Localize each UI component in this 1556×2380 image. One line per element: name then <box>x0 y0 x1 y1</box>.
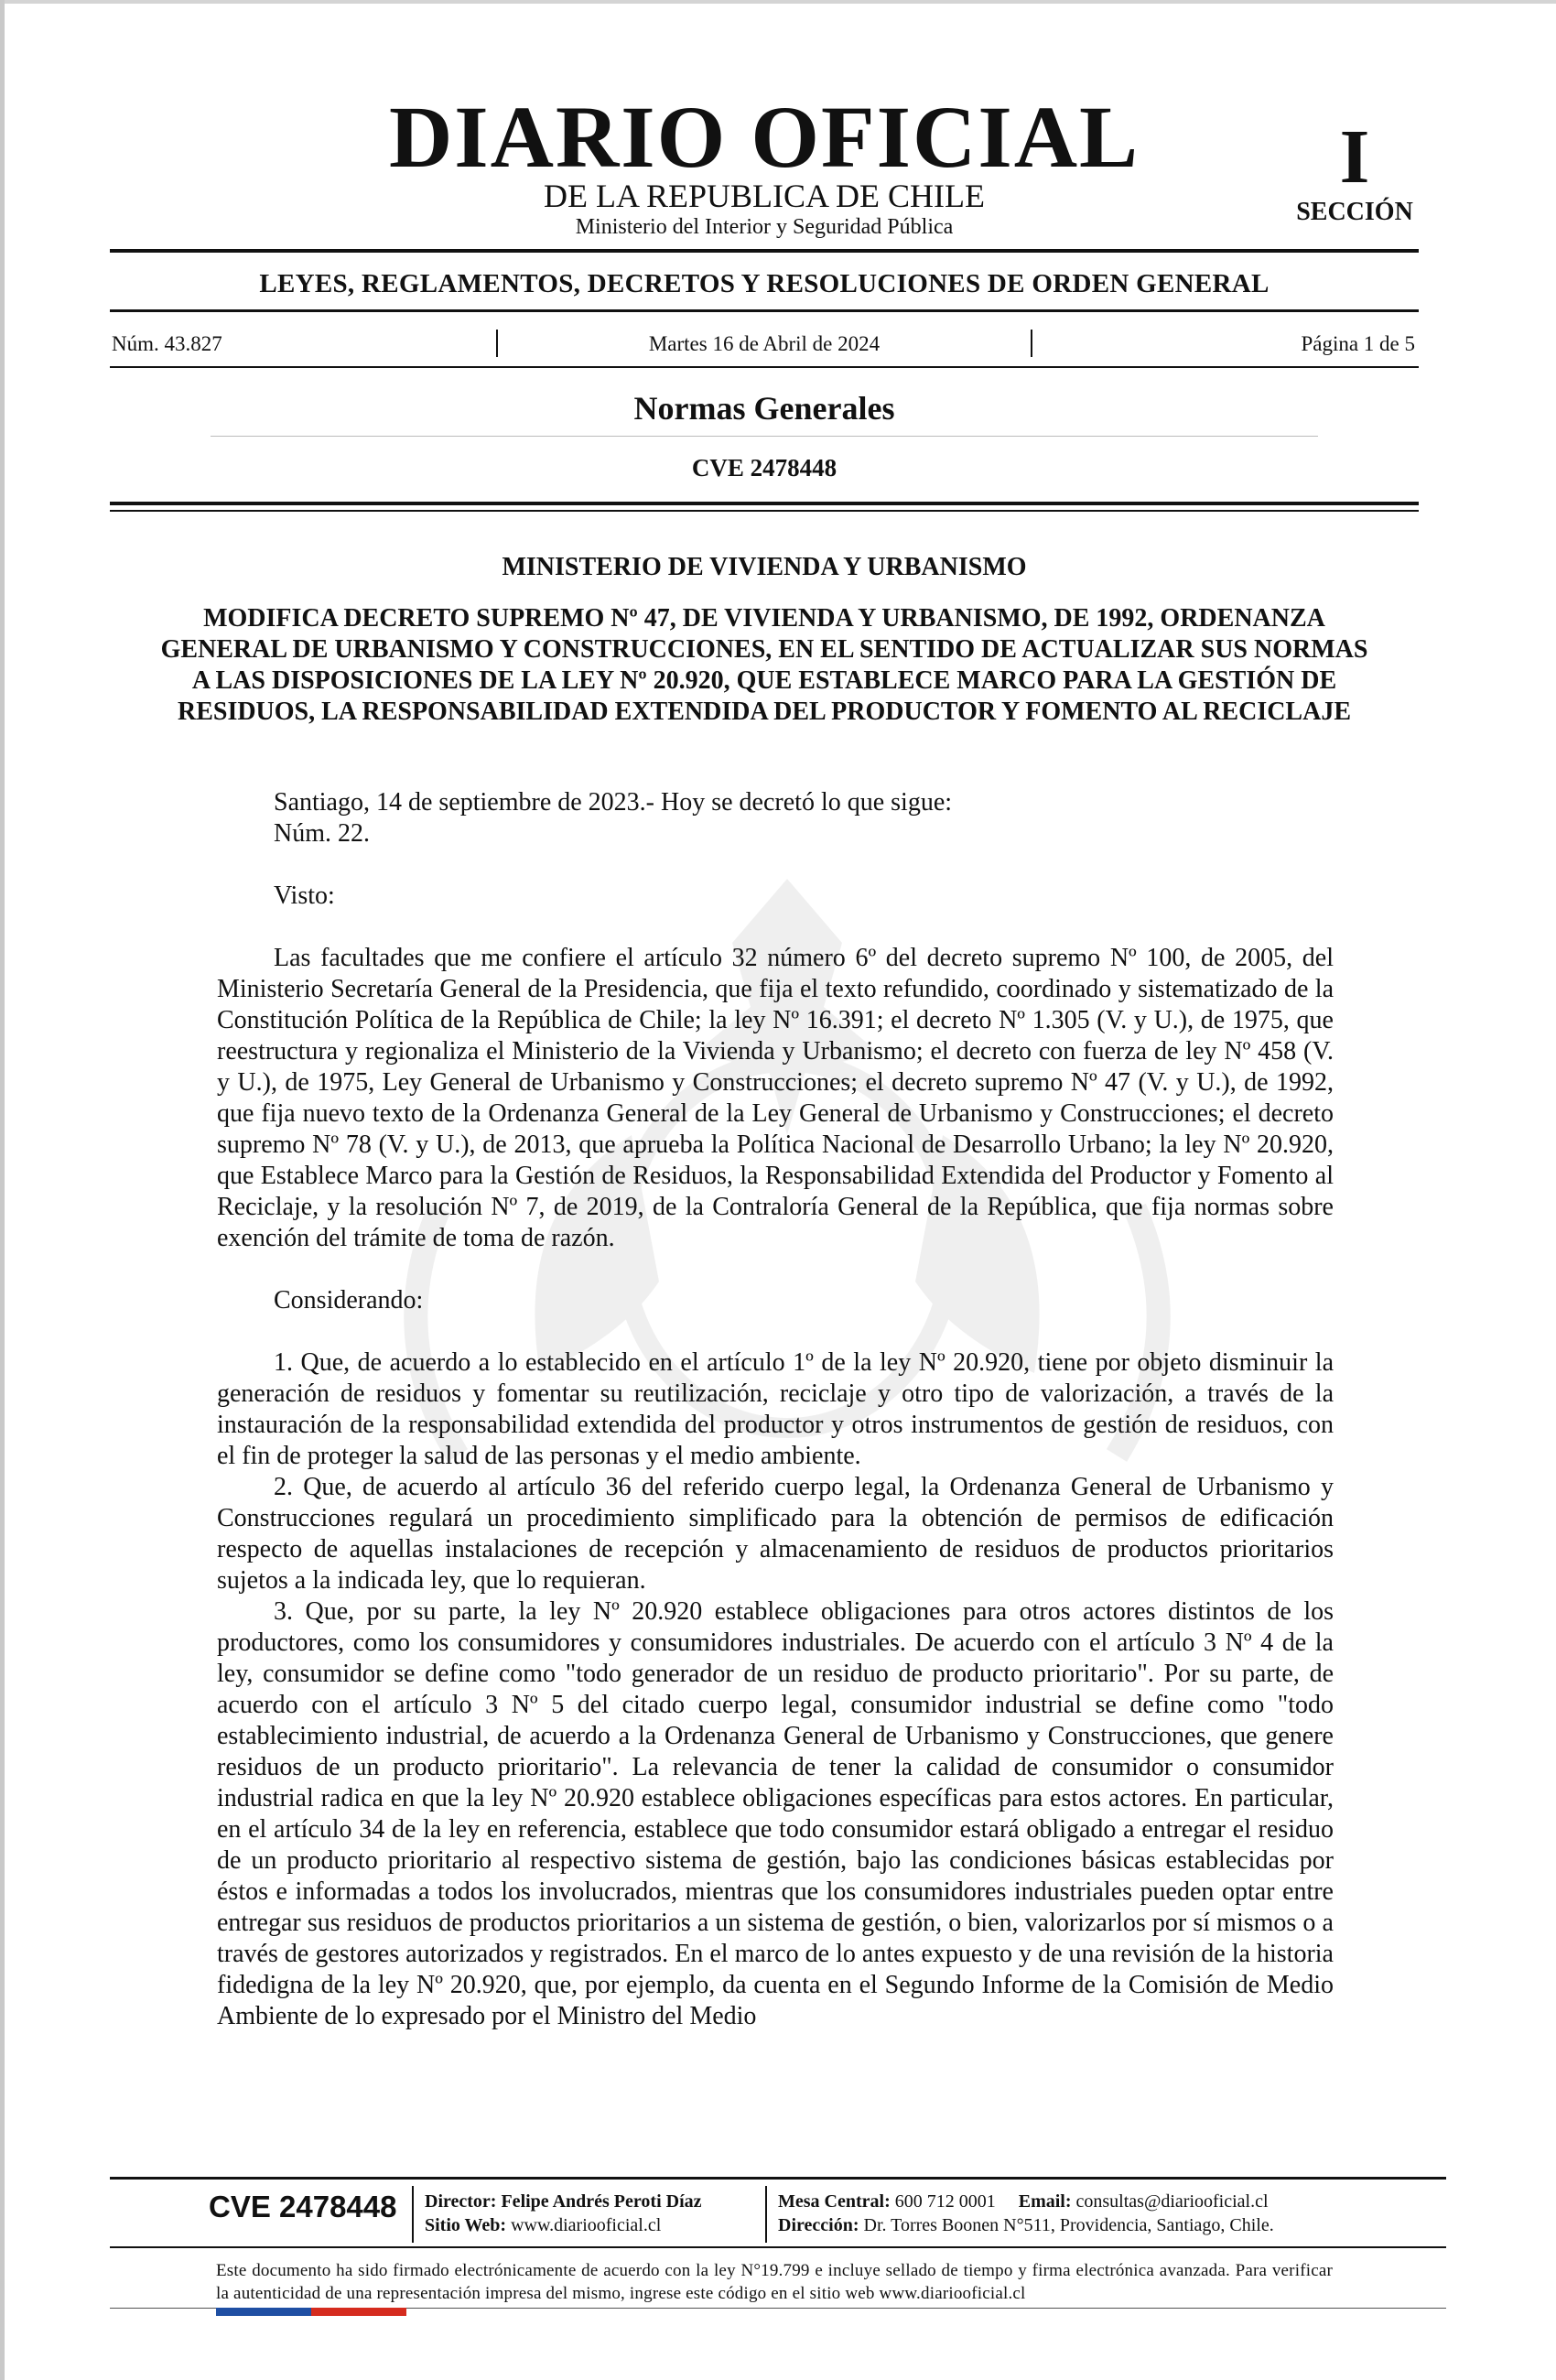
footer-cve-code: CVE 2478448 <box>209 2190 397 2223</box>
visto-heading: Visto: <box>274 882 335 910</box>
masthead-rule-thick <box>110 249 1419 253</box>
header-rule-thick <box>110 502 1419 505</box>
footer-divider <box>765 2186 767 2243</box>
page-edge-left <box>0 0 5 2380</box>
email-link[interactable]: consultas@diariooficial.cl <box>1075 2191 1269 2212</box>
considerando-paragraph: 3. Que, por su parte, la ley Nº 20.920 establece obligaciones para otros actores distintos de los productores, como los consumidores y consumidores industriales. De acuerdo con el artículo 3 Nº 4 de la ley, consumidor se define como "todo generador de un residuo de producto prioritario". Por su parte, de acuerdo con el artículo 3 Nº 5 del citado cuerpo legal, consumidor industrial se define como "todo establecimiento industrial, de acuerdo a la Ordenanza General de Urbanismo y Construcciones, que genere residuos de un producto prioritario". La relevancia de tener la calidad de consumidor o consumidor industrial radica en que la ley Nº 20.920 establece obligaciones específicas para estos actores. En particular, en el artículo 34 de la ley en referencia, establece que todo consumidor estará obligado a entregar el residuo de un producto prioritario al respectivo sistema de gestión, bajo las condiciones básicas establecidas por éstos e informadas a todos los involucrados, mientras que los consumidores industriales pueden optar entre entregar sus residuos de productos prioritarios a un sistema de gestión, o bien, valorizarlos por sí mismos o a través de gestores autorizados y registrados. En el marco de lo antes expuesto y de una revisión de la historia fidedigna de la ley Nº 20.920, que, por ejemplo, da cuenta en el Segundo Informe de la Comisión de Medio Ambiente de lo expresado por el Ministro del Medio <box>217 1597 1334 2030</box>
page-edge-top <box>0 0 1556 4</box>
header-rule-thin <box>110 510 1419 512</box>
footer-rule <box>110 2246 1446 2248</box>
masthead-ministry: Ministerio del Interior y Seguridad Pública <box>575 215 954 239</box>
flag-stripe-red <box>311 2308 406 2316</box>
section-heading-rule <box>211 436 1318 437</box>
site-link[interactable]: www.diariooficial.cl <box>511 2215 662 2235</box>
issue-number: Núm. 43.827 <box>112 332 222 355</box>
visto-paragraph: Las facultades que me confiere el artículo 32 número 6º del decreto supremo Nº 100, de 2005, del Ministerio Secretaría General de la Presidencia, que fija el texto refundido, coordinado y sistematizado de la Constitución Política de la República de Chile; la ley Nº 16.391; el decreto Nº 1.305 (V. y U.), de 1975, que reestructura y regionaliza el Ministerio de la Vivienda y Urbanismo; el decreto con fuerza de ley Nº 458 (V. y U.), de 1975, Ley General de Urbanismo y Construcciones; el decreto supremo Nº 47 (V. y U.), de 1992, que fija nuevo texto de la Ordenanza General de la Ley General de Urbanismo y Construcciones; el decreto supremo Nº 78 (V. y U.), de 2013, que aprueba la Política Nacional de Desarrollo Urbano; la ley Nº 20.920, que Establece Marco para la Gestión de Residuos, la Responsabilidad Extendida del Productor y Fomento al Reciclaje, y la resolución Nº 7, de 2019, de la Contraloría General de la República, que fija normas sobre exención del trámite de toma de razón. <box>217 944 1334 1252</box>
footer-director-block <box>425 2190 763 2237</box>
masthead-title: DIARIO OFICIAL <box>388 88 1140 186</box>
considerando-heading: Considerando: <box>274 1286 424 1314</box>
signature-note: Este documento ha sido firmado electrónicamente de acuerdo con la ley N°19.799 e incluye sellado de tiempo y firma electrónica avanzada. Para verificar la autenticidad de una representación impresa del mismo, ingrese este código en el sitio web www.diariooficial.cl <box>216 2261 1333 2303</box>
ministry-title: MINISTERIO DE VIVIENDA Y URBANISMO <box>502 553 1027 581</box>
section-label: SECCIÓN <box>1296 198 1413 226</box>
cve-code: CVE 2478448 <box>691 454 837 481</box>
masthead-subtitle: DE LA REPUBLICA DE CHILE <box>544 178 985 214</box>
dateline: Santiago, 14 de septiembre de 2023.- Hoy se decretó lo que sigue: <box>274 788 953 817</box>
site-label: Sitio Web: <box>425 2215 507 2235</box>
mesa-label: Mesa Central: <box>778 2191 891 2212</box>
address-value: Dr. Torres Boonen N°511, Providencia, Santiago, Chile. <box>863 2215 1274 2235</box>
banner-rule <box>110 309 1419 312</box>
issue-separator <box>1031 330 1032 357</box>
decree-number: Núm. 22. <box>274 819 370 848</box>
decree-title: MODIFICA DECRETO SUPREMO Nº 47, DE VIVIENDA Y URBANISMO, DE 1992, ORDENANZA GENERAL DE URBANISMO Y CONSTRUCCIONES, EN EL SENTIDO DE ACTUALIZAR SUS NORMAS A LAS DISPOSICIONES DE LA LEY Nº 20.920, QUE ESTABLECE MARCO PARA LA GESTIÓN DE RESIDUOS, LA RESPONSABILIDAD EXTENDIDA DEL PRODUCTOR Y FOMENTO AL RECICLAJE <box>160 604 1368 726</box>
document-body <box>217 787 1334 2032</box>
footer-divider <box>412 2186 414 2243</box>
section-heading: Normas Generales <box>633 390 895 427</box>
footer-rule <box>110 2177 1446 2180</box>
issue-rule <box>110 366 1419 368</box>
director-value: Felipe Andrés Peroti Díaz <box>501 2191 702 2212</box>
address-label: Dirección: <box>778 2215 859 2235</box>
considerando-paragraph: 1. Que, de acuerdo a lo establecido en el artículo 1º de la ley Nº 20.920, tiene por objeto disminuir la generación de residuos y fomentar su reutilización, reciclaje y otro tipo de valorización, a través de la instauración de la responsabilidad extendida del productor y otros instrumentos de gestión de residuos, con el fin de proteger la salud de las personas y el medio ambiente. <box>217 1348 1334 1470</box>
issue-date: Martes 16 de Abril de 2024 <box>648 332 881 355</box>
section-number: I <box>1339 114 1370 200</box>
considerando-paragraph: 2. Que, de acuerdo al artículo 36 del referido cuerpo legal, la Ordenanza General de Urbanismo y Construcciones regulará un procedimiento simplificado para la obtención de permisos de edificación respecto de aquellas instalaciones de recepción y almacenamiento de residuos de productos prioritarios sujetos a la indicada ley, que lo requieran. <box>217 1473 1334 1595</box>
footer-contact-block <box>778 2190 1437 2237</box>
page-indicator: Página 1 de 5 <box>1301 332 1415 355</box>
issue-separator <box>496 330 498 357</box>
laws-banner: LEYES, REGLAMENTOS, DECRETOS Y RESOLUCIONES DE ORDEN GENERAL <box>259 269 1270 298</box>
director-label: Director: <box>425 2191 497 2212</box>
flag-stripe-blue <box>216 2308 311 2316</box>
mesa-value: 600 712 0001 <box>894 2191 996 2212</box>
email-label: Email: <box>1018 2191 1072 2212</box>
